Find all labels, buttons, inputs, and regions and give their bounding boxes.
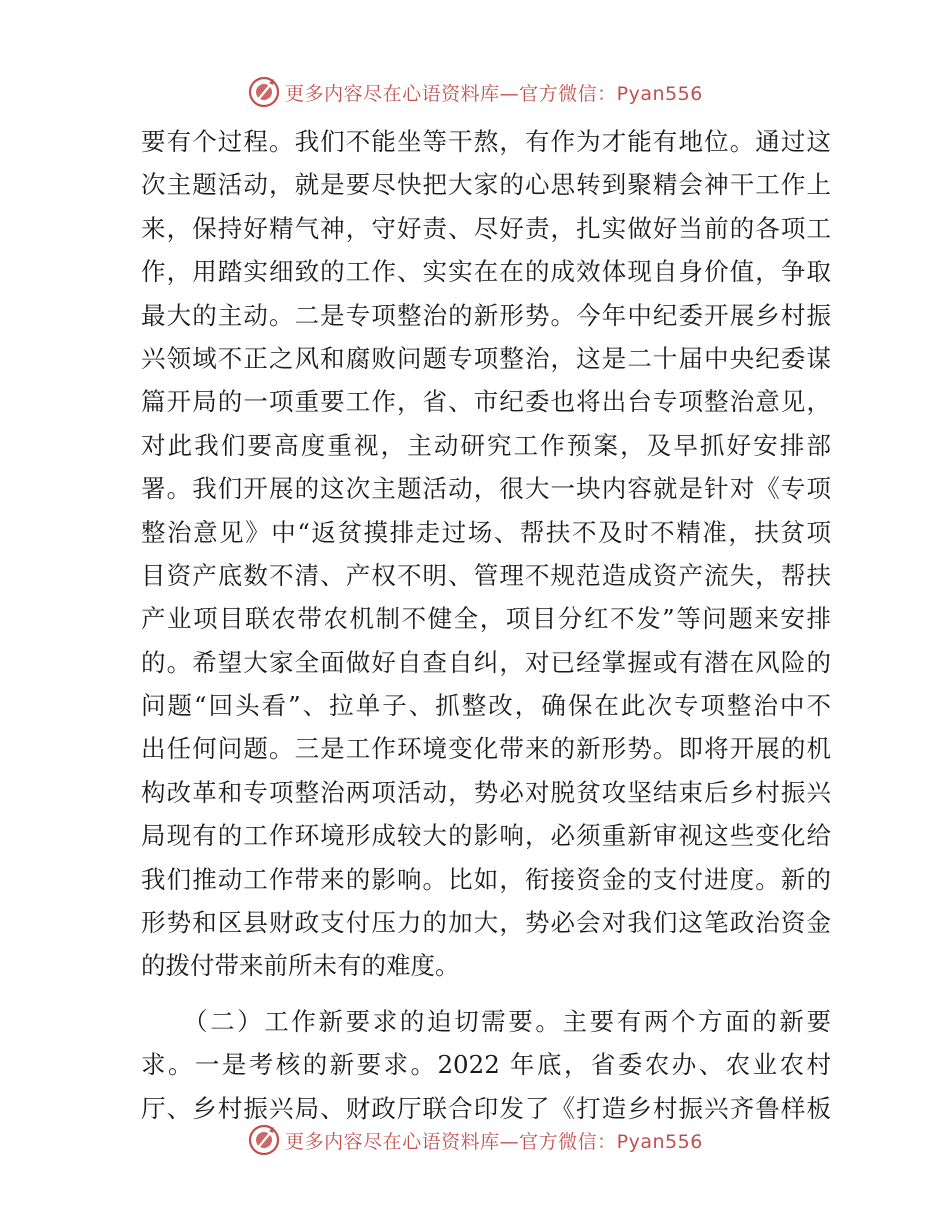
text-line: 篇开局的一项重要工作，省、市纪委也将出台专项整治意见， <box>141 387 831 417</box>
text-line: （二）工作新要求的迫切需要。主要有两个方面的新要 <box>141 1006 831 1036</box>
text-line: 次主题活动，就是要尽快把大家的心思转到聚精会神干工作上 <box>141 170 831 200</box>
text-line: 厅、乡村振兴局、财政厅联合印发了《打造乡村振兴齐鲁样板 <box>141 1093 831 1123</box>
text-line: 局现有的工作环境形成较大的影响，必须重新审视这些变化给 <box>141 821 831 851</box>
paragraph-1 <box>141 120 831 988</box>
paragraph-gap <box>141 988 831 1000</box>
text-line: 求。一是考核的新要求。2022 年底，省委农办、农业农村 <box>141 1050 831 1080</box>
text-line: 我们推动工作带来的影响。比如，衔接资金的支付进度。新的 <box>141 864 831 894</box>
text-line: 来，保持好精气神，守好责、尽好责，扎实做好当前的各项工 <box>141 213 831 243</box>
text-line: 的拨付带来前所未有的难度。 <box>141 951 460 981</box>
header-watermark <box>0 74 950 110</box>
text-line: 作，用踏实细致的工作、实实在在的成效体现自身价值，争取 <box>141 257 831 287</box>
text-line: 构改革和专项整治两项活动，势必对脱贫攻坚结束后乡村振兴 <box>141 777 831 807</box>
text-line: 出任何问题。三是工作环境变化带来的新形势。即将开展的机 <box>141 734 831 764</box>
document-body <box>141 120 831 1130</box>
footer-watermark-text: 更多内容尽在心语资料库—官方微信：Pyan556 <box>285 1130 703 1153</box>
text-line: 产业项目联农带农机制不健全，项目分红不发”等问题来安排 <box>141 604 831 634</box>
logo-icon <box>247 75 281 109</box>
text-line: 问题“回头看”、拉单子、抓整改，确保在此次专项整治中不 <box>141 691 831 721</box>
text-line: 形势和区县财政支付压力的加大，势必会对我们这笔政治资金 <box>141 908 831 938</box>
text-line: 署。我们开展的这次主题活动，很大一块内容就是针对《专项 <box>141 474 831 504</box>
text-line: 要有个过程。我们不能坐等干熬，有作为才能有地位。通过这 <box>141 127 831 156</box>
text-line: 目资产底数不清、产权不明、管理不规范造成资产流失，帮扶 <box>141 560 831 590</box>
header-watermark-text: 更多内容尽在心语资料库—官方微信：Pyan556 <box>285 82 703 105</box>
text-line: 最大的主动。二是专项整治的新形势。今年中纪委开展乡村振 <box>141 300 831 330</box>
text-line: 整治意见》中“返贫摸排走过场、帮扶不及时不精准，扶贫项 <box>141 517 831 547</box>
text-line: 对此我们要高度重视，主动研究工作预案，及早抓好安排部 <box>141 430 831 460</box>
footer-watermark <box>0 1122 950 1158</box>
paragraph-2 <box>141 1000 831 1130</box>
logo-icon <box>247 1123 281 1157</box>
text-line: 的。希望大家全面做好自查自纠，对已经掌握或有潜在风险的 <box>141 647 831 677</box>
text-line: 兴领域不正之风和腐败问题专项整治，这是二十届中央纪委谋 <box>141 343 831 373</box>
